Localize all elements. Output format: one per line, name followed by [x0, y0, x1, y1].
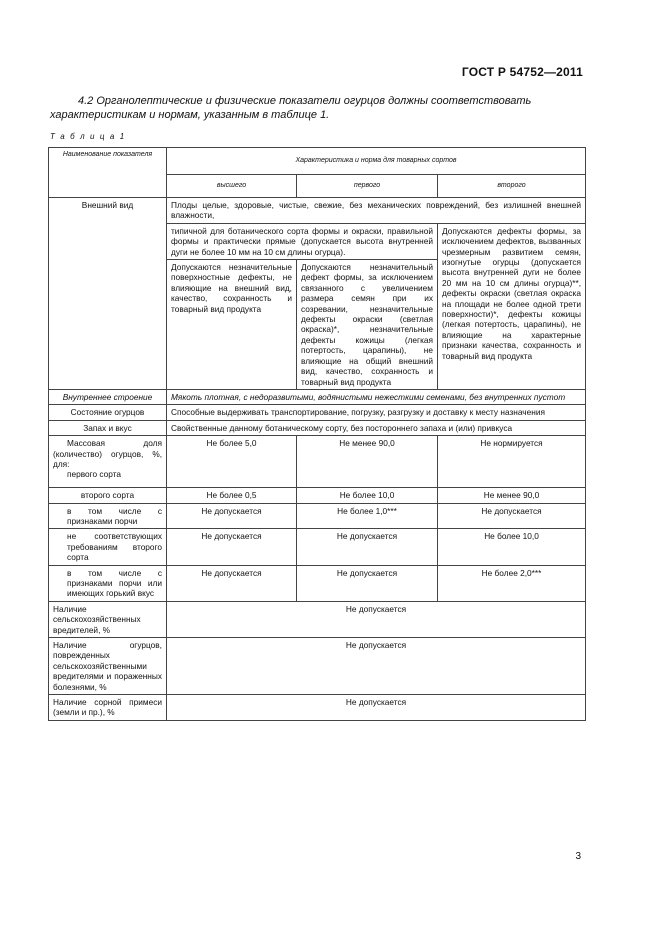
appearance-top: Допускаются незначительные поверхностные дефекты, не влияющие на внешний вид, качество, сохранность и товарный вид продукта: [167, 260, 297, 390]
nonconform-second: Не более 10,0: [438, 529, 586, 565]
header-grade-first: первого: [297, 175, 438, 198]
bitter-first: Не допускается: [297, 565, 438, 601]
bitter-second: Не более 2,0***: [438, 565, 586, 601]
nonconform-top: Не допускается: [167, 529, 297, 565]
row-label-nonconform: не соответствующих требованиям второго сорта: [49, 529, 167, 565]
mass-first-second: Не нормируется: [438, 436, 586, 488]
page-number: 3: [575, 851, 581, 862]
header-indicator-name: Наименование показателя: [49, 148, 167, 198]
header-grade-top: высшего: [167, 175, 297, 198]
appearance-all-grades: Плоды целые, здоровые, чистые, свежие, без механических повреждений, без излишней внешней влажности,: [167, 198, 586, 224]
row-label-pests: Наличие сельскохозяйственных вредителей, %: [49, 601, 167, 637]
damaged-value: Не допускается: [167, 638, 586, 695]
mass-second-second: Не менее 90,0: [438, 488, 586, 503]
state-value: Способные выдерживать транспортирование, погрузку, разгрузку и доставку к месту назначения: [167, 405, 586, 420]
internal-value: Мякоть плотная, с недоразвитыми, водянистыми нежесткими семенами, без внутренних пустот: [167, 389, 586, 404]
header-grade-group: Характеристика и норма для товарных сортов: [167, 148, 586, 175]
row-label-appearance: Внешний вид: [49, 198, 167, 390]
smell-value: Свойственные данному ботаническому сорту, без постороннего запаха и (или) привкуса: [167, 420, 586, 435]
row-label-impurity: Наличие сорной примеси (земли и пр.), %: [49, 695, 167, 721]
document-number: ГОСТ Р 54752—2011: [461, 65, 583, 79]
spoil-first: Не более 1,0***: [297, 503, 438, 529]
mass-second-first: Не более 10,0: [297, 488, 438, 503]
spoil-second: Не допускается: [438, 503, 586, 529]
appearance-first: Допускаются незначительный дефект формы, за исключением связанного с увеличением размера семян при их созревании, незначительные дефекты окраски (светлая окраска)*, незначительные дефекты кожицы (легкая потертость, царапины), не влияющие на общий внешний вид, качество, сохранность и товарный вид продукта: [297, 260, 438, 390]
mass-first-top: Не более 5,0: [167, 436, 297, 488]
row-label-internal: Внутреннее строение: [49, 389, 167, 404]
nonconform-first: Не допускается: [297, 529, 438, 565]
spoil-top: Не допускается: [167, 503, 297, 529]
table-caption: Т а б л и ц а 1: [50, 132, 126, 141]
row-label-mass: [49, 436, 167, 488]
row-label-state: Состояние огурцов: [49, 405, 167, 420]
row-label-spoil: в том числе с признаками порчи: [49, 503, 167, 529]
intro-paragraph: 4.2 Органолептические и физические показатели огурцов должны соответствовать характеристикам и нормам, указанным в таблице 1.: [50, 95, 532, 121]
row-label-damaged: Наличие огурцов, поврежденных сельскохозяйственными вредителями и пораженных болезнями, %: [49, 638, 167, 695]
row-label-bitter: в том числе с признаками порчи или имеющих горький вкус: [49, 565, 167, 601]
appearance-top-first: типичной для ботанического сорта формы и окраски, правильной формы и практически прямые (допускается высота внутренней дуги не более 10 мм на 10 см длины огурца).: [167, 223, 438, 259]
mass-first-label: первого сорта: [67, 469, 122, 480]
mass-second-top: Не более 0,5: [167, 488, 297, 503]
appearance-second: Допускаются дефекты формы, за исключением дефектов, вызванных чрезмерным развитием семян, изогнутые огурцы (допускается высота внутренней дуги не более 20 мм на 10 см длины огурца)**, дефекты окраски (светлая окраска на площади не более одной трети поверхности)*, дефекты кожицы (легкая потертость, царапины), не влияющие на характерные признаки качества, сохранность и товарный вид продукта: [438, 223, 586, 389]
quality-table: [48, 147, 586, 721]
header-grade-second: второго: [438, 175, 586, 198]
row-label-mass-second: второго сорта: [49, 488, 167, 503]
mass-first-first: Не менее 90,0: [297, 436, 438, 488]
bitter-top: Не допускается: [167, 565, 297, 601]
pests-value: Не допускается: [167, 601, 586, 637]
impurity-value: Не допускается: [167, 695, 586, 721]
mass-label: Массовая доля (количество) огурцов, %, для:: [53, 438, 162, 469]
row-label-smell: Запах и вкус: [49, 420, 167, 435]
